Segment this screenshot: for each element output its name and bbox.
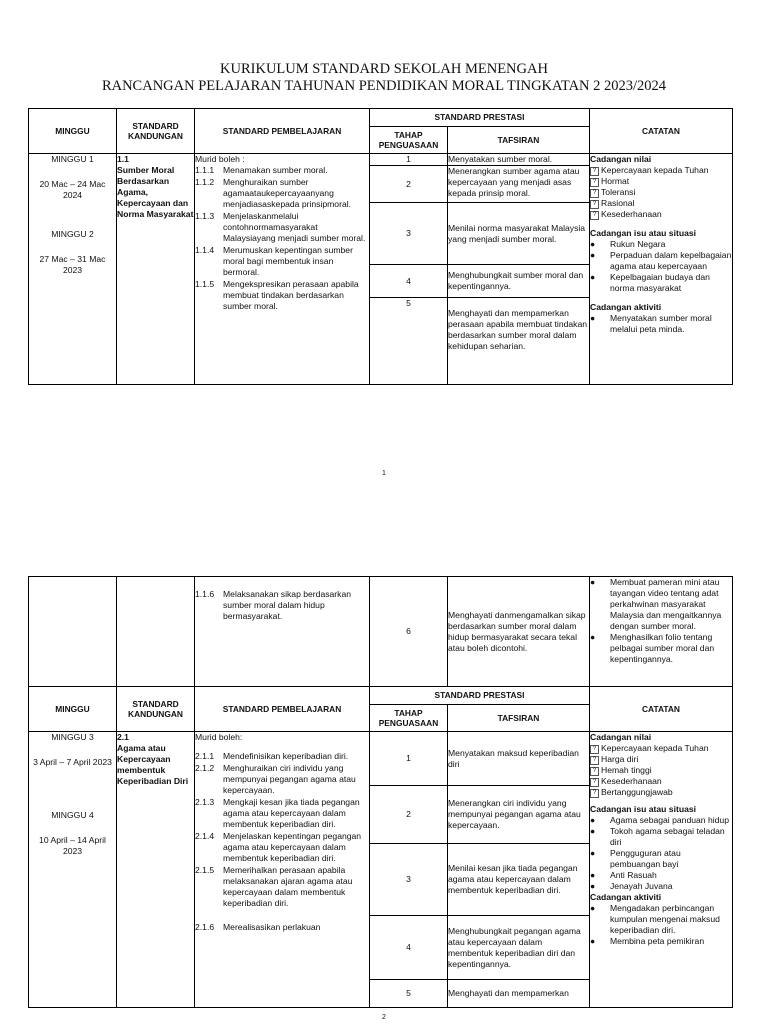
tafsiran-2: Menerangkan ciri individu yang mempunyai pegangan agama atau kepercayaan. (448, 786, 590, 844)
bullet-icon: ● (590, 815, 596, 825)
cadangan-nilai-heading: Cadangan nilai (590, 732, 652, 742)
checkbox-icon: ? (590, 767, 599, 776)
header-tahap: TAHAP PENGUASAAN (370, 127, 448, 154)
isu-item: ● Kepelbagaian budaya dan norma masyarakat (590, 272, 710, 293)
pembelajaran-cell (195, 154, 370, 385)
isu-item: ● Perpaduan dalam kepelbagaian agama atau kepercayaan (590, 250, 732, 271)
bullet-icon: ● (590, 250, 596, 260)
isu-item: ● Jenayah Juvana (590, 881, 673, 891)
checkbox-icon: ? (590, 189, 599, 198)
pembelajaran-item: 2.1.2 Menghuraikan ciri individu yang mempunyai pegangan agama atau kepercayaan. (195, 763, 356, 795)
kandungan-text: Agama atau Kepercayaan membentuk Keperibadian Diri (117, 743, 189, 786)
tafsiran-2: Menerangkan sumber agama atau kepercayaan yang menjadi asas kepada prinsip moral. (448, 166, 590, 203)
cont-catatan-cell (590, 577, 733, 687)
header-tahap: TAHAP PENGUASAAN (370, 705, 448, 732)
bullet-icon: ● (590, 881, 596, 891)
tafsiran-4: Menghubungkait pegangan agama atau kepercayaan dalam membentuk keperibadian diri dan kepentingannya. (448, 916, 590, 980)
minggu-label: MINGGU 4 (51, 810, 94, 820)
header-tafsiran: TAFSIRAN (448, 127, 590, 154)
checkbox-icon: ? (590, 778, 599, 787)
tahap-5: 5 (370, 298, 448, 385)
isu-item: ● Rukun Negara (590, 239, 666, 249)
nilai-item: ? Harga diri (590, 754, 732, 765)
pembelajaran-item: 2.1.6 Merealisasikan perlakuan (195, 922, 321, 932)
isu-item: ● Pengguguran atau pembuangan bayi (590, 848, 681, 869)
tafsiran-5: Menghayati dan mempamerkan (448, 980, 590, 1008)
cadangan-isu-heading: Cadangan isu atau situasi (590, 804, 697, 814)
cadangan-aktiviti-heading: Cadangan aktiviti (590, 892, 662, 902)
tafsiran-6: Menghayati danmengamalkan sikap berdasarkan sumber moral dalam hidup bermasyarakat secara tekal atau boleh dicontohi. (448, 577, 590, 687)
minggu-label: MINGGU 2 (51, 229, 94, 239)
pembelajaran-item: 1.1.6 Melaksanakan sikap berdasarkan sumber moral dalam hidup bermasyarakat. (195, 589, 352, 621)
checkbox-icon: ? (590, 745, 599, 754)
tahap-3: 3 (370, 844, 448, 916)
tafsiran-4: Menghubungkait sumber moral dan kepentingannya. (448, 265, 590, 298)
tahap-4: 4 (370, 265, 448, 298)
pembelajaran-item: 1.1.2 Menghuraikan sumber agamaataukepercayaanyang menjadiasaskepada prinsipmoral. (195, 177, 352, 209)
checkbox-icon: ? (590, 789, 599, 798)
cont-pembelajaran-cell (195, 577, 370, 687)
nilai-item: ? Bertanggungjawab (590, 787, 732, 798)
cadangan-isu-heading: Cadangan isu atau situasi (590, 228, 697, 238)
pembelajaran-cell (195, 732, 370, 1008)
page-number: 1 (382, 470, 386, 477)
minggu-date: 27 Mac – 31 Mac 2023 (39, 254, 106, 275)
minggu-date: 3 April – 7 April 2023 (33, 757, 112, 767)
pembelajaran-item: 1.1.1 Menamakan sumber moral. (195, 165, 328, 175)
pembelajaran-item: 2.1.5 Memerihalkan perasaan apabila melaksanakan ajaran agama atau kepercayaan dalam membentuk keperibadian diri. (195, 865, 353, 908)
header-standard-kandungan: STANDARD KANDUNGAN (117, 109, 195, 154)
header-standard-prestasi: STANDARD PRESTASI (370, 687, 590, 705)
minggu-label: MINGGU 3 (51, 732, 94, 742)
kandungan-text: Sumber Moral Berdasarkan Agama, Kepercayaan dan Norma Masyarakat (117, 165, 194, 219)
kandungan-cell (117, 732, 195, 1008)
checkbox-icon: ? (590, 167, 599, 176)
cont-kandungan-cell (117, 577, 195, 687)
nilai-item: ? Hemah tinggi (590, 765, 732, 776)
checkbox-icon: ? (590, 756, 599, 765)
tahap-1: 1 (370, 732, 448, 786)
checkbox-icon: ? (590, 200, 599, 209)
checkbox-icon: ? (590, 178, 599, 187)
bullet-icon: ● (590, 577, 596, 587)
cont-minggu-cell (29, 577, 117, 687)
bullet-icon: ● (590, 903, 596, 913)
bullet-icon: ● (590, 313, 596, 323)
kandungan-number: 2.1 (117, 732, 129, 742)
kandungan-number: 1.1 (117, 154, 129, 164)
minggu-cell (29, 154, 117, 385)
tahap-1: 1 (370, 154, 448, 166)
aktiviti-item: ● Menyatakan sumber moral melalui peta minda. (590, 313, 712, 334)
tahap-4: 4 (370, 916, 448, 980)
title-line-1: KURIKULUM STANDARD SEKOLAH MENENGAH (220, 61, 548, 77)
tafsiran-5: Menghayati dan mempamerkan perasaan apabila membuat tindakan berdasarkan sumber moral dalam kehidupan seharian. (448, 298, 590, 385)
aktiviti-item: ● Menghasilkan folio tentang pelbagai sumber moral dan kepentingannya. (590, 632, 715, 664)
minggu-label: MINGGU 1 (51, 154, 94, 164)
nilai-item: ? Kepercayaan kepada Tuhan (590, 743, 732, 754)
catatan-cell (590, 732, 733, 1008)
minggu-date: 10 April – 14 April 2023 (39, 835, 106, 856)
murid-boleh-label: Murid boleh: (195, 732, 243, 742)
aktiviti-item: ● Membuat pameran mini atau tayangan video tentang adat perkahwinan masyarakat Malaysia dan mengaitkannya dengan sumber moral. (590, 577, 722, 631)
isu-item: ● Anti Rasuah (590, 870, 657, 880)
header-minggu: MINGGU (29, 687, 117, 732)
aktiviti-item: ● Membina peta pemikiran (590, 936, 705, 946)
tahap-5: 5 (370, 980, 448, 1008)
pembelajaran-item: 1.1.4 Merumuskan kepentingan sumber moral bagi membentuk insan bermoral. (195, 245, 353, 277)
cadangan-nilai-heading: Cadangan nilai (590, 154, 652, 164)
minggu-date: 20 Mac – 24 Mac 2024 (39, 179, 106, 200)
page-number: 2 (382, 1014, 386, 1021)
isu-item: ● Agama sebagai panduan hidup (590, 815, 729, 825)
tahap-2: 2 (370, 166, 448, 203)
murid-boleh-label: Murid boleh : (195, 154, 245, 164)
nilai-item: ? Hormat (590, 176, 732, 187)
kandungan-cell (117, 154, 195, 385)
minggu-cell (29, 732, 117, 1008)
nilai-item: ? Rasional (590, 198, 732, 209)
tafsiran-3: Menilai norma masyarakat Malaysia yang menjadi sumber moral. (448, 203, 590, 265)
bullet-icon: ● (590, 632, 596, 642)
document-title (0, 61, 768, 95)
tahap-6: 6 (370, 577, 448, 687)
header-minggu: MINGGU (29, 109, 117, 154)
title-line-2: RANCANGAN PELAJARAN TAHUNAN PENDIDIKAN MORAL TINGKATAN 2 2023/2024 (101, 78, 667, 94)
tafsiran-3: Menilai kesan jika tiada pegangan agama atau kepercayaan dalam membentuk keperibadian diri. (448, 844, 590, 916)
bullet-icon: ● (590, 826, 596, 836)
nilai-item: ? Kepercayaan kepada Tuhan (590, 165, 732, 176)
checkbox-icon: ? (590, 211, 599, 220)
bullet-icon: ● (590, 272, 596, 282)
bullet-icon: ● (590, 848, 596, 858)
bullet-icon: ● (590, 936, 596, 946)
isu-item: ● Tokoh agama sebagai teladan diri (590, 826, 725, 847)
header-standard-pembelajaran: STANDARD PEMBELAJARAN (195, 687, 370, 732)
header-standard-prestasi: STANDARD PRESTASI (370, 109, 590, 127)
rpt-table-page-2 (28, 576, 733, 1008)
cadangan-aktiviti-heading: Cadangan aktiviti (590, 302, 662, 312)
aktiviti-item: ● Mengadakan perbincangan kumpulan mengenai maksud keperibadian diri. (590, 903, 720, 935)
rpt-table-page-1 (28, 108, 733, 385)
pembelajaran-item: 2.1.4 Menjelaskan kepentingan pegangan agama atau kepercayaan dalam membentuk keperibadian diri. (195, 831, 362, 863)
header-tafsiran: TAFSIRAN (448, 705, 590, 732)
pembelajaran-item: 1.1.3 Menjelaskanmelalui contohnormamasyarakat Malaysiayang menjadi sumber moral. (195, 211, 366, 243)
nilai-item: ? Toleransi (590, 187, 732, 198)
tahap-3: 3 (370, 203, 448, 265)
header-standard-pembelajaran: STANDARD PEMBELAJARAN (195, 109, 370, 154)
tafsiran-1: Menyatakan maksud keperibadian diri (448, 732, 590, 786)
pembelajaran-item: 2.1.3 Mengkaji kesan jika tiada pegangan agama atau kepercayaan dalam membentuk keperibadian diri. (195, 797, 360, 829)
tahap-2: 2 (370, 786, 448, 844)
tafsiran-1: Menyatakan sumber moral. (448, 154, 590, 166)
header-catatan: CATATAN (590, 687, 733, 732)
nilai-item: ? Kesederhanaan (590, 776, 732, 787)
pembelajaran-item: 2.1.1 Mendefinisikan keperibadian diri. (195, 751, 349, 761)
catatan-cell (590, 154, 733, 385)
pembelajaran-item: 1.1.5 Mengekspresikan perasaan apabila membuat tindakan berdasarkan sumber moral. (195, 279, 359, 311)
bullet-icon: ● (590, 870, 596, 880)
bullet-icon: ● (590, 239, 596, 249)
nilai-item: ? Kesederhanaan (590, 209, 732, 220)
header-standard-kandungan: STANDARD KANDUNGAN (117, 687, 195, 732)
header-catatan: CATATAN (590, 109, 733, 154)
